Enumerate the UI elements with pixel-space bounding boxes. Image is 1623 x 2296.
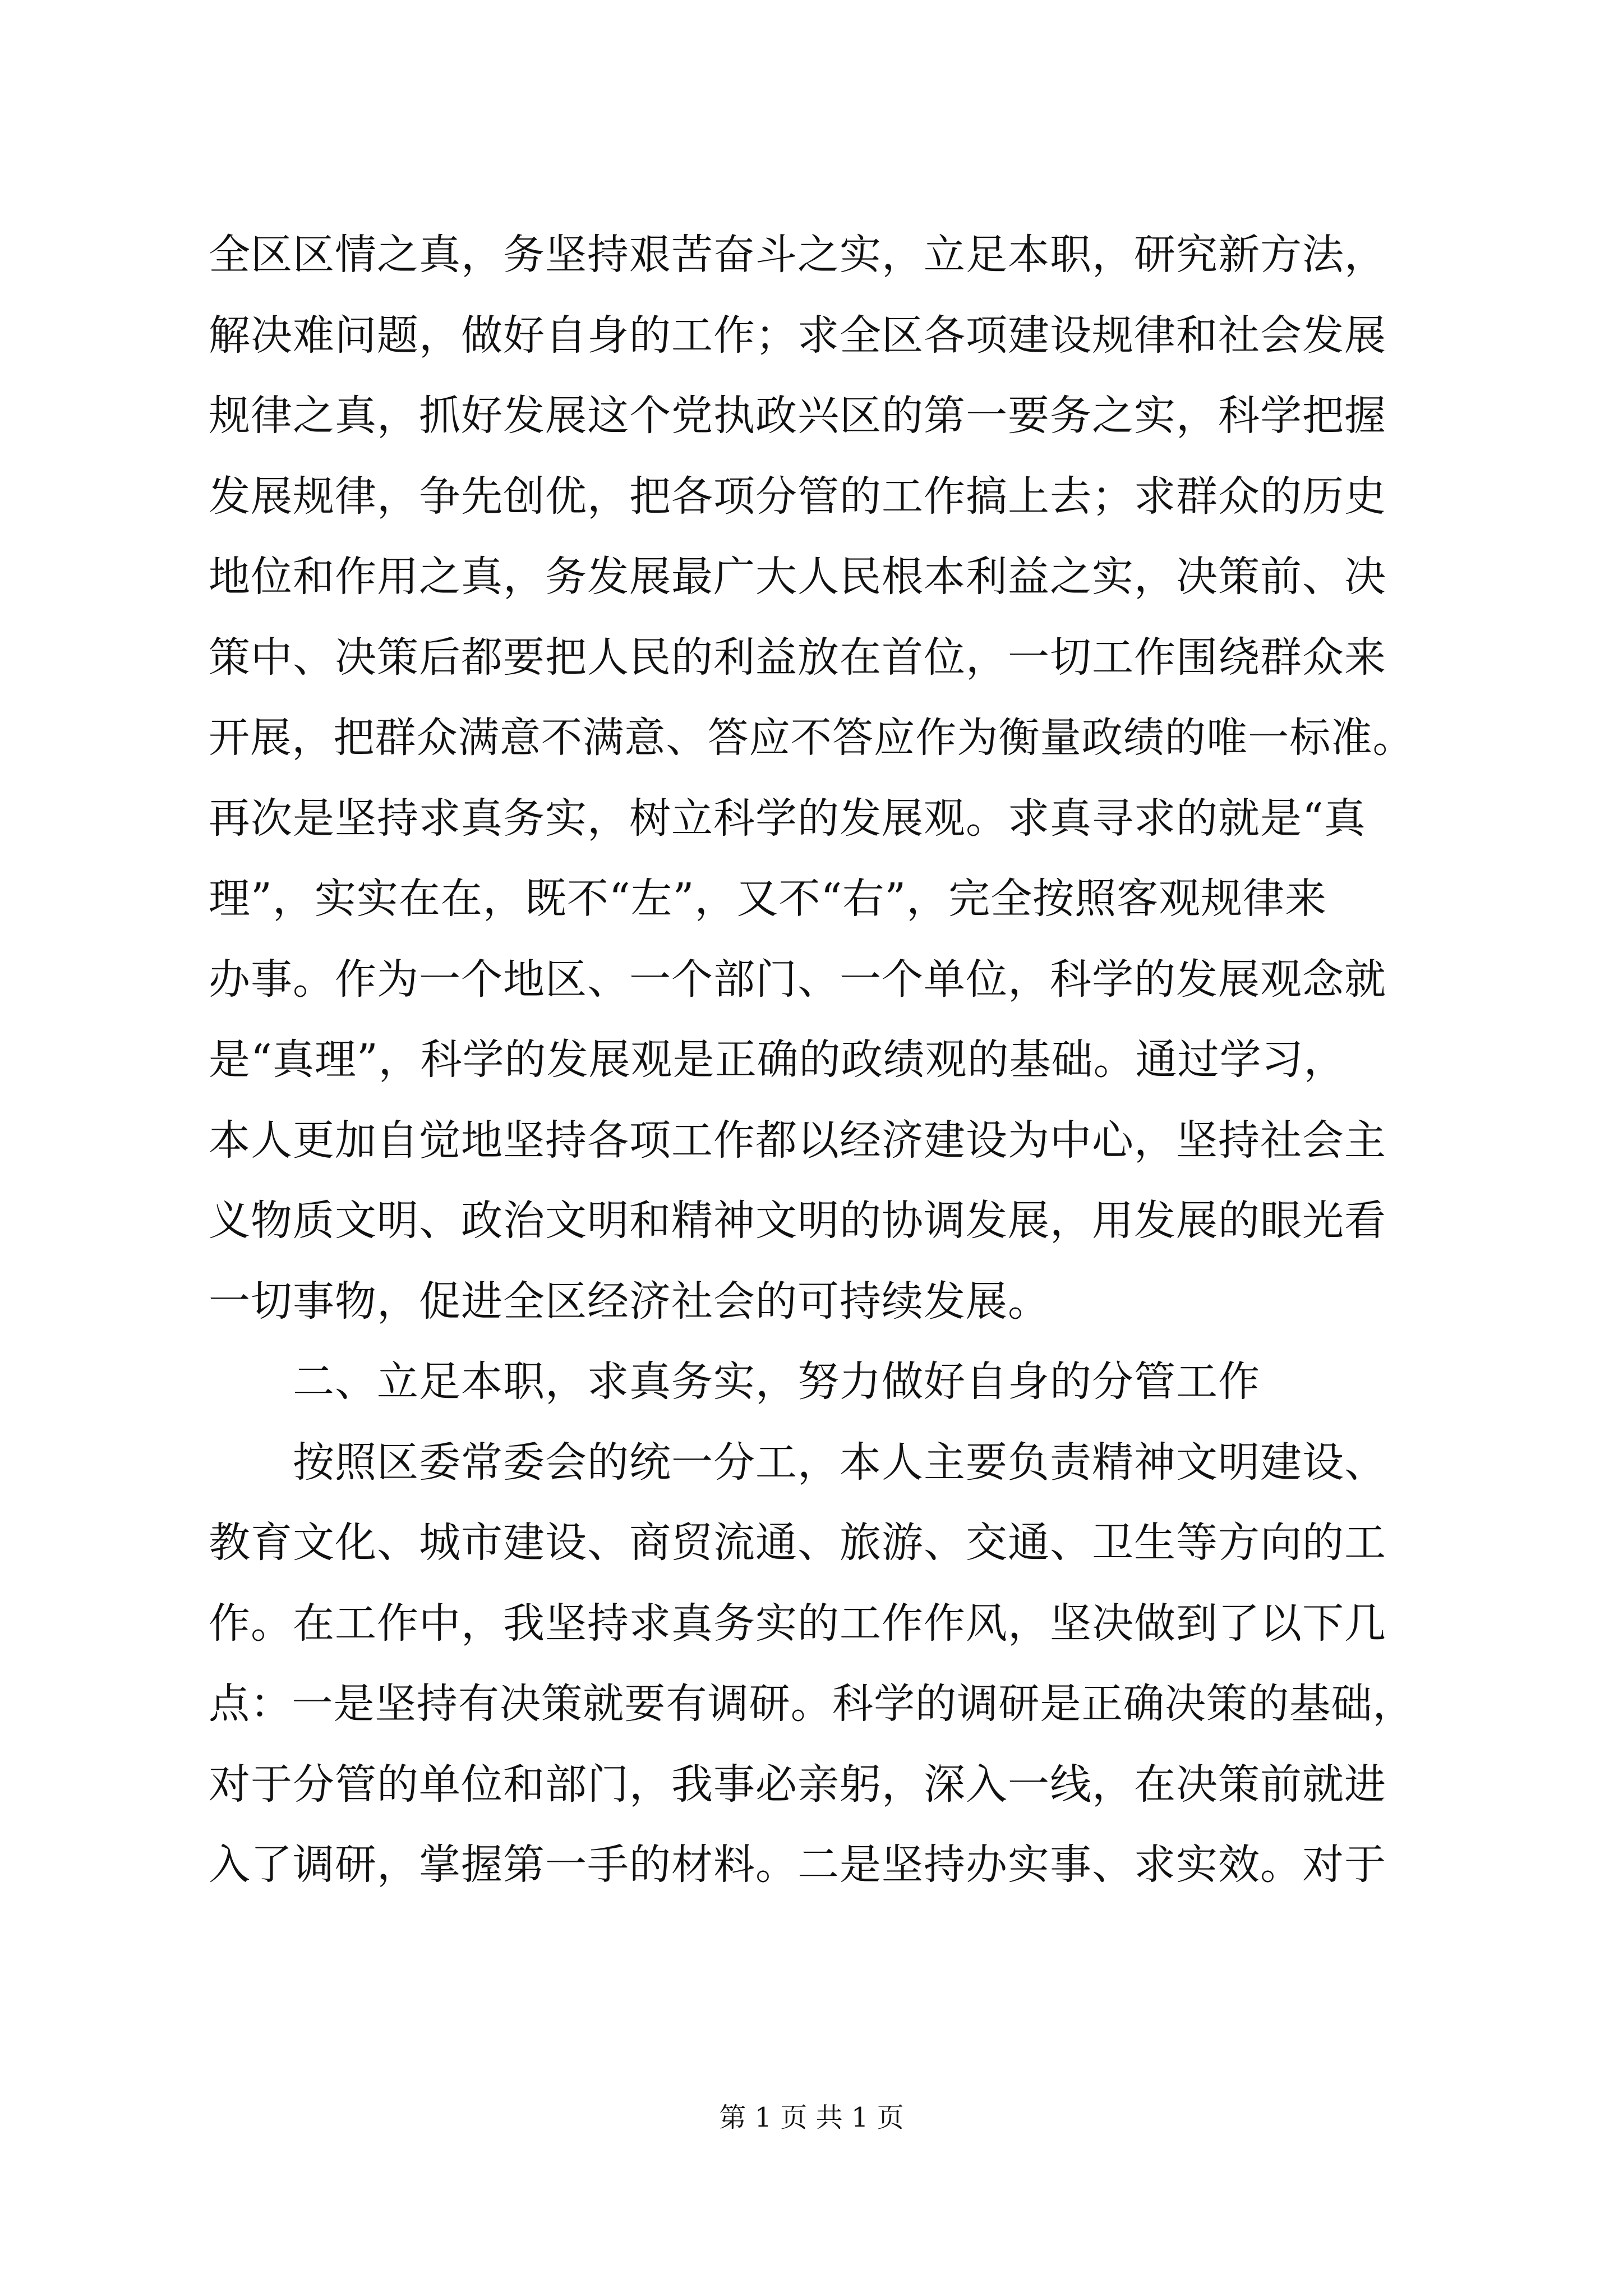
text-line: 点：一是坚持有决策就要有调研。科学的调研是正确决策的基础，	[209, 1680, 1414, 1728]
page-number-label: 第 1 页 共 1 页	[719, 2102, 904, 2133]
text-line: 地位和作用之真，务发展最广大人民根本利益之实，决策前、决	[209, 553, 1386, 601]
text-line: 再次是坚持求真务实，树立科学的发展观。求真寻求的就是“真	[209, 794, 1366, 843]
text-line: 教育文化、城市建设、商贸流通、旅游、交通、卫生等方向的工	[209, 1519, 1386, 1567]
text-line: 理”，实实在在，既不“左”，又不“右”，完全按照客观规律来	[209, 875, 1327, 923]
text-line: 是“真理”，科学的发展观是正确的政绩观的基础。通过学习，	[209, 1036, 1346, 1084]
text-line: 一切事物，促进全区经济社会的可持续发展。	[209, 1277, 1050, 1326]
text-line: 规律之真，抓好发展这个党执政兴区的第一要务之实，科学把握	[209, 392, 1386, 440]
text-line: 全区区情之真，务坚持艰苦奋斗之实，立足本职，研究新方法，	[209, 231, 1386, 279]
text-line: 本人更加自觉地坚持各项工作都以经济建设为中心，坚持社会主	[209, 1116, 1386, 1165]
section-heading: 二、立足本职，求真务实，努力做好自身的分管工作	[209, 1358, 1260, 1406]
page-footer	[0, 2101, 1623, 2134]
text-line: 入了调研，掌握第一手的材料。二是坚持办实事、求实效。对于	[209, 1841, 1386, 1889]
text-line: 开展，把群众满意不满意、答应不答应作为衡量政绩的唯一标准。	[209, 714, 1414, 762]
text-line: 作。在工作中，我坚持求真务实的工作作风，坚决做到了以下几	[209, 1599, 1386, 1648]
text-line: 义物质文明、政治文明和精神文明的协调发展，用发展的眼光看	[209, 1197, 1386, 1245]
text-line: 策中、决策后都要把人民的利益放在首位，一切工作围绕群众来	[209, 633, 1386, 682]
document-body	[209, 215, 1414, 1906]
text-line: 办事。作为一个地区、一个部门、一个单位，科学的发展观念就	[209, 955, 1386, 1004]
text-line: 解决难问题，做好自身的工作；求全区各项建设规律和社会发展	[209, 311, 1386, 360]
text-line: 对于分管的单位和部门，我事必亲躬，深入一线，在决策前就进	[209, 1760, 1386, 1809]
text-line: 发展规律，争先创优，把各项分管的工作搞上去；求群众的历史	[209, 472, 1386, 521]
text-line: 按照区委常委会的统一分工，本人主要负责精神文明建设、	[209, 1438, 1386, 1487]
